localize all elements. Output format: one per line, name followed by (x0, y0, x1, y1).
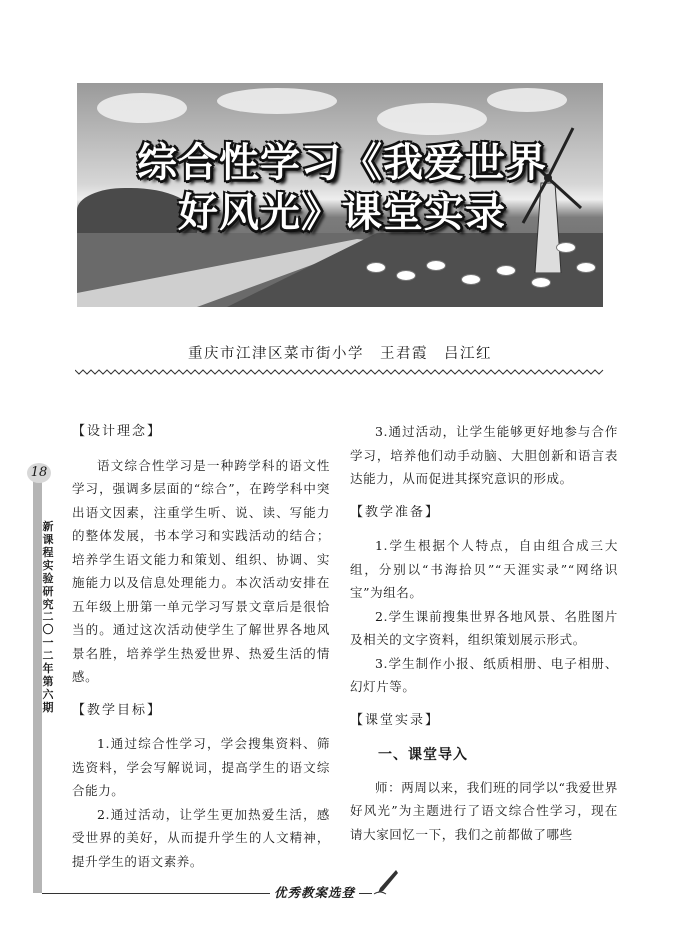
goal-1: 1.通过综合性学习，学会搜集资料、筛选资料，学会写解说词，提高学生的语文综合能力。 (72, 736, 330, 798)
left-column (72, 420, 330, 873)
title-line-1: 综合性学习《我爱世界 (137, 140, 547, 186)
heading-goals: 【教学目标】 (72, 702, 163, 718)
goal-3: 3.通过活动，让学生能够更好地参与合作学习，培养他们动手动脑、大胆创新和语言表达能力，从而促进其探究意识的形成。 (350, 424, 618, 486)
goal-2: 2.通过活动，让学生更加热爱生活，感受世界的美好，从而提升学生的人文精神，提升学生的语文素养。 (72, 806, 330, 869)
teacher-dialogue: 师：两周以来，我们班的同学以“我爱世界好风光”为主题进行了语文综合性学习，现在请大家回忆一下，我们之前都做了哪些 (350, 779, 618, 842)
footer-label: 优秀教案选登 (270, 883, 359, 901)
page-number: 18 (27, 463, 51, 483)
heading-record: 【课堂实录】 (350, 712, 441, 728)
heading-prep: 【教学准备】 (350, 504, 441, 520)
daisy-icon (557, 243, 575, 252)
title-line-2: 好风光》课堂实录 (178, 190, 506, 236)
prep-3: 3.学生制作小报、纸质相册、电子相册、幻灯片等。 (350, 655, 618, 694)
journal-name: 新课程实验研究 (42, 520, 54, 611)
section-heading: 一、课堂导入 (378, 747, 468, 763)
daisy-icon (532, 278, 550, 287)
heading-design: 【设计理念】 (72, 424, 163, 439)
daisy-icon (397, 271, 415, 280)
header-banner (77, 83, 603, 307)
paragraph-design: 语文综合性学习是一种跨学科的语文性学习，强调多层面的“综合”，在跨学科中突出语文因素，注重学生听、说、读、写能力的整体发展，书本学习和实践活动的结合；培养学生语文能力和策划、组织、协调、实施能力以及信息处理能力。本次活动安排在五年级上册第一单元学习写景文章后是很恰当的。通过这次活动使学生了解世界各地风景名胜，培养学生热爱世界、热爱生活的情感。 (72, 457, 330, 684)
author-byline: 重庆市江津区菜市街小学 王君霞 吕江红 (188, 346, 492, 362)
article-title (132, 138, 552, 238)
prep-1: 1.学生根据个人特点，自由组合成三大组，分别以“书海拾贝”“天涯实录”“网络识宝”为组名。 (350, 538, 618, 600)
issue-label: 二〇一二年第六期 (42, 610, 54, 714)
wave-divider (75, 368, 605, 376)
daisy-icon (462, 275, 480, 284)
right-column (350, 420, 618, 846)
daisy-icon (577, 263, 595, 272)
pen-icon (372, 868, 400, 896)
daisy-icon (427, 261, 445, 270)
prep-2: 2.学生课前搜集世界各地风景、名胜图片及相关的文字资料，组织策划展示形式。 (350, 608, 618, 647)
daisy-icon (367, 263, 385, 272)
daisy-icon (497, 266, 515, 275)
